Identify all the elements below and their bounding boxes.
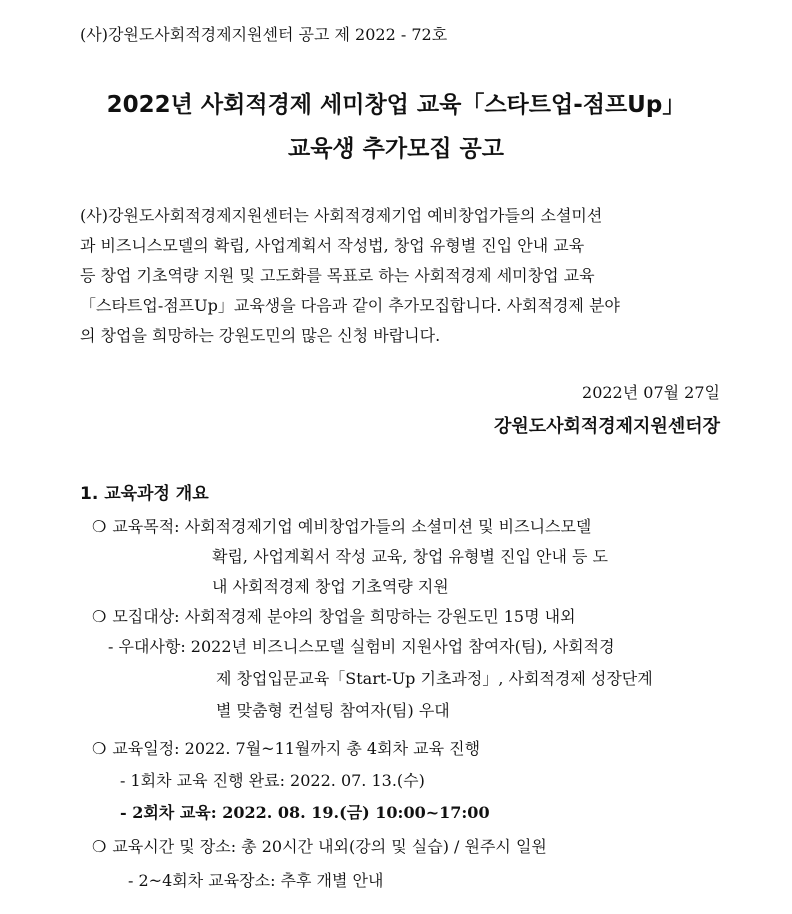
- venue-line: - 2~4회차 교육장소: 추후 개별 안내: [128, 871, 384, 890]
- intro-line: 과 비즈니스모델의 확립, 사업계획서 작성법, 창업 유형별 진입 안내 교육: [80, 236, 585, 255]
- intro-line: 등 창업 기초역량 지원 및 고도화를 목표로 하는 사회적경제 세미창업 교육: [80, 266, 595, 285]
- preference-line: 제 창업입문교육「Start-Up 기초과정」, 사회적경제 성장단계: [216, 669, 653, 688]
- circle-bullet-icon: ❍: [92, 837, 107, 856]
- circle-bullet-icon: ❍: [92, 517, 107, 536]
- target-line: 모집대상: 사회적경제 분야의 창업을 희망하는 강원도민 15명 내외: [112, 607, 576, 626]
- organization-signature: 강원도사회적경제지원센터장: [493, 416, 720, 437]
- title-line-2: 교육생 추가모집 공고: [288, 136, 504, 162]
- purpose-line: 교육목적: 사회적경제기업 예비창업가들의 소셜미션 및 비즈니스모델: [112, 517, 592, 536]
- time-place-line: 교육시간 및 장소: 총 20시간 내외(강의 및 실습) / 원주시 일원: [112, 837, 547, 856]
- schedule-item: [92, 736, 480, 759]
- intro-line: 「스타트업-점프Up」교육생을 다음과 같이 추가모집합니다. 사회적경제 분야: [80, 296, 620, 315]
- announcement-date: 2022년 07월 27일: [582, 383, 720, 402]
- intro-line: (사)강원도사회적경제지원센터는 사회적경제기업 예비창업가들의 소셜미션: [80, 206, 603, 225]
- time-place-item: [92, 834, 547, 857]
- purpose-item: [92, 514, 591, 537]
- intro-line: 의 창업을 희망하는 강원도민의 많은 신청 바랍니다.: [80, 326, 441, 345]
- session-1-line: - 1회차 교육 진행 완료: 2022. 07. 13.(수): [120, 771, 425, 790]
- preference-line: 별 맞춤형 컨설팅 참여자(팀) 우대: [216, 701, 450, 720]
- section-heading: 1. 교육과정 개요: [80, 484, 209, 504]
- circle-bullet-icon: ❍: [92, 739, 107, 758]
- notice-number: (사)강원도사회적경제지원센터 공고 제 2022 - 72호: [80, 25, 448, 44]
- circle-bullet-icon: ❍: [92, 607, 107, 626]
- preference-line: - 우대사항: 2022년 비즈니스모델 실험비 지원사업 참여자(팀), 사회적경: [108, 637, 615, 656]
- schedule-line: 교육일정: 2022. 7월~11월까지 총 4회차 교육 진행: [112, 739, 481, 758]
- purpose-line: 내 사회적경제 창업 기초역량 지원: [212, 577, 449, 596]
- target-item: [92, 604, 576, 627]
- purpose-line: 확립, 사업계획서 작성 교육, 창업 유형별 진입 안내 등 도: [212, 547, 608, 566]
- session-2-line: - 2회차 교육: 2022. 08. 19.(금) 10:00~17:00: [120, 803, 490, 822]
- title-line-1: 2022년 사회적경제 세미창업 교육「스타트업-점프Up」: [106, 92, 686, 118]
